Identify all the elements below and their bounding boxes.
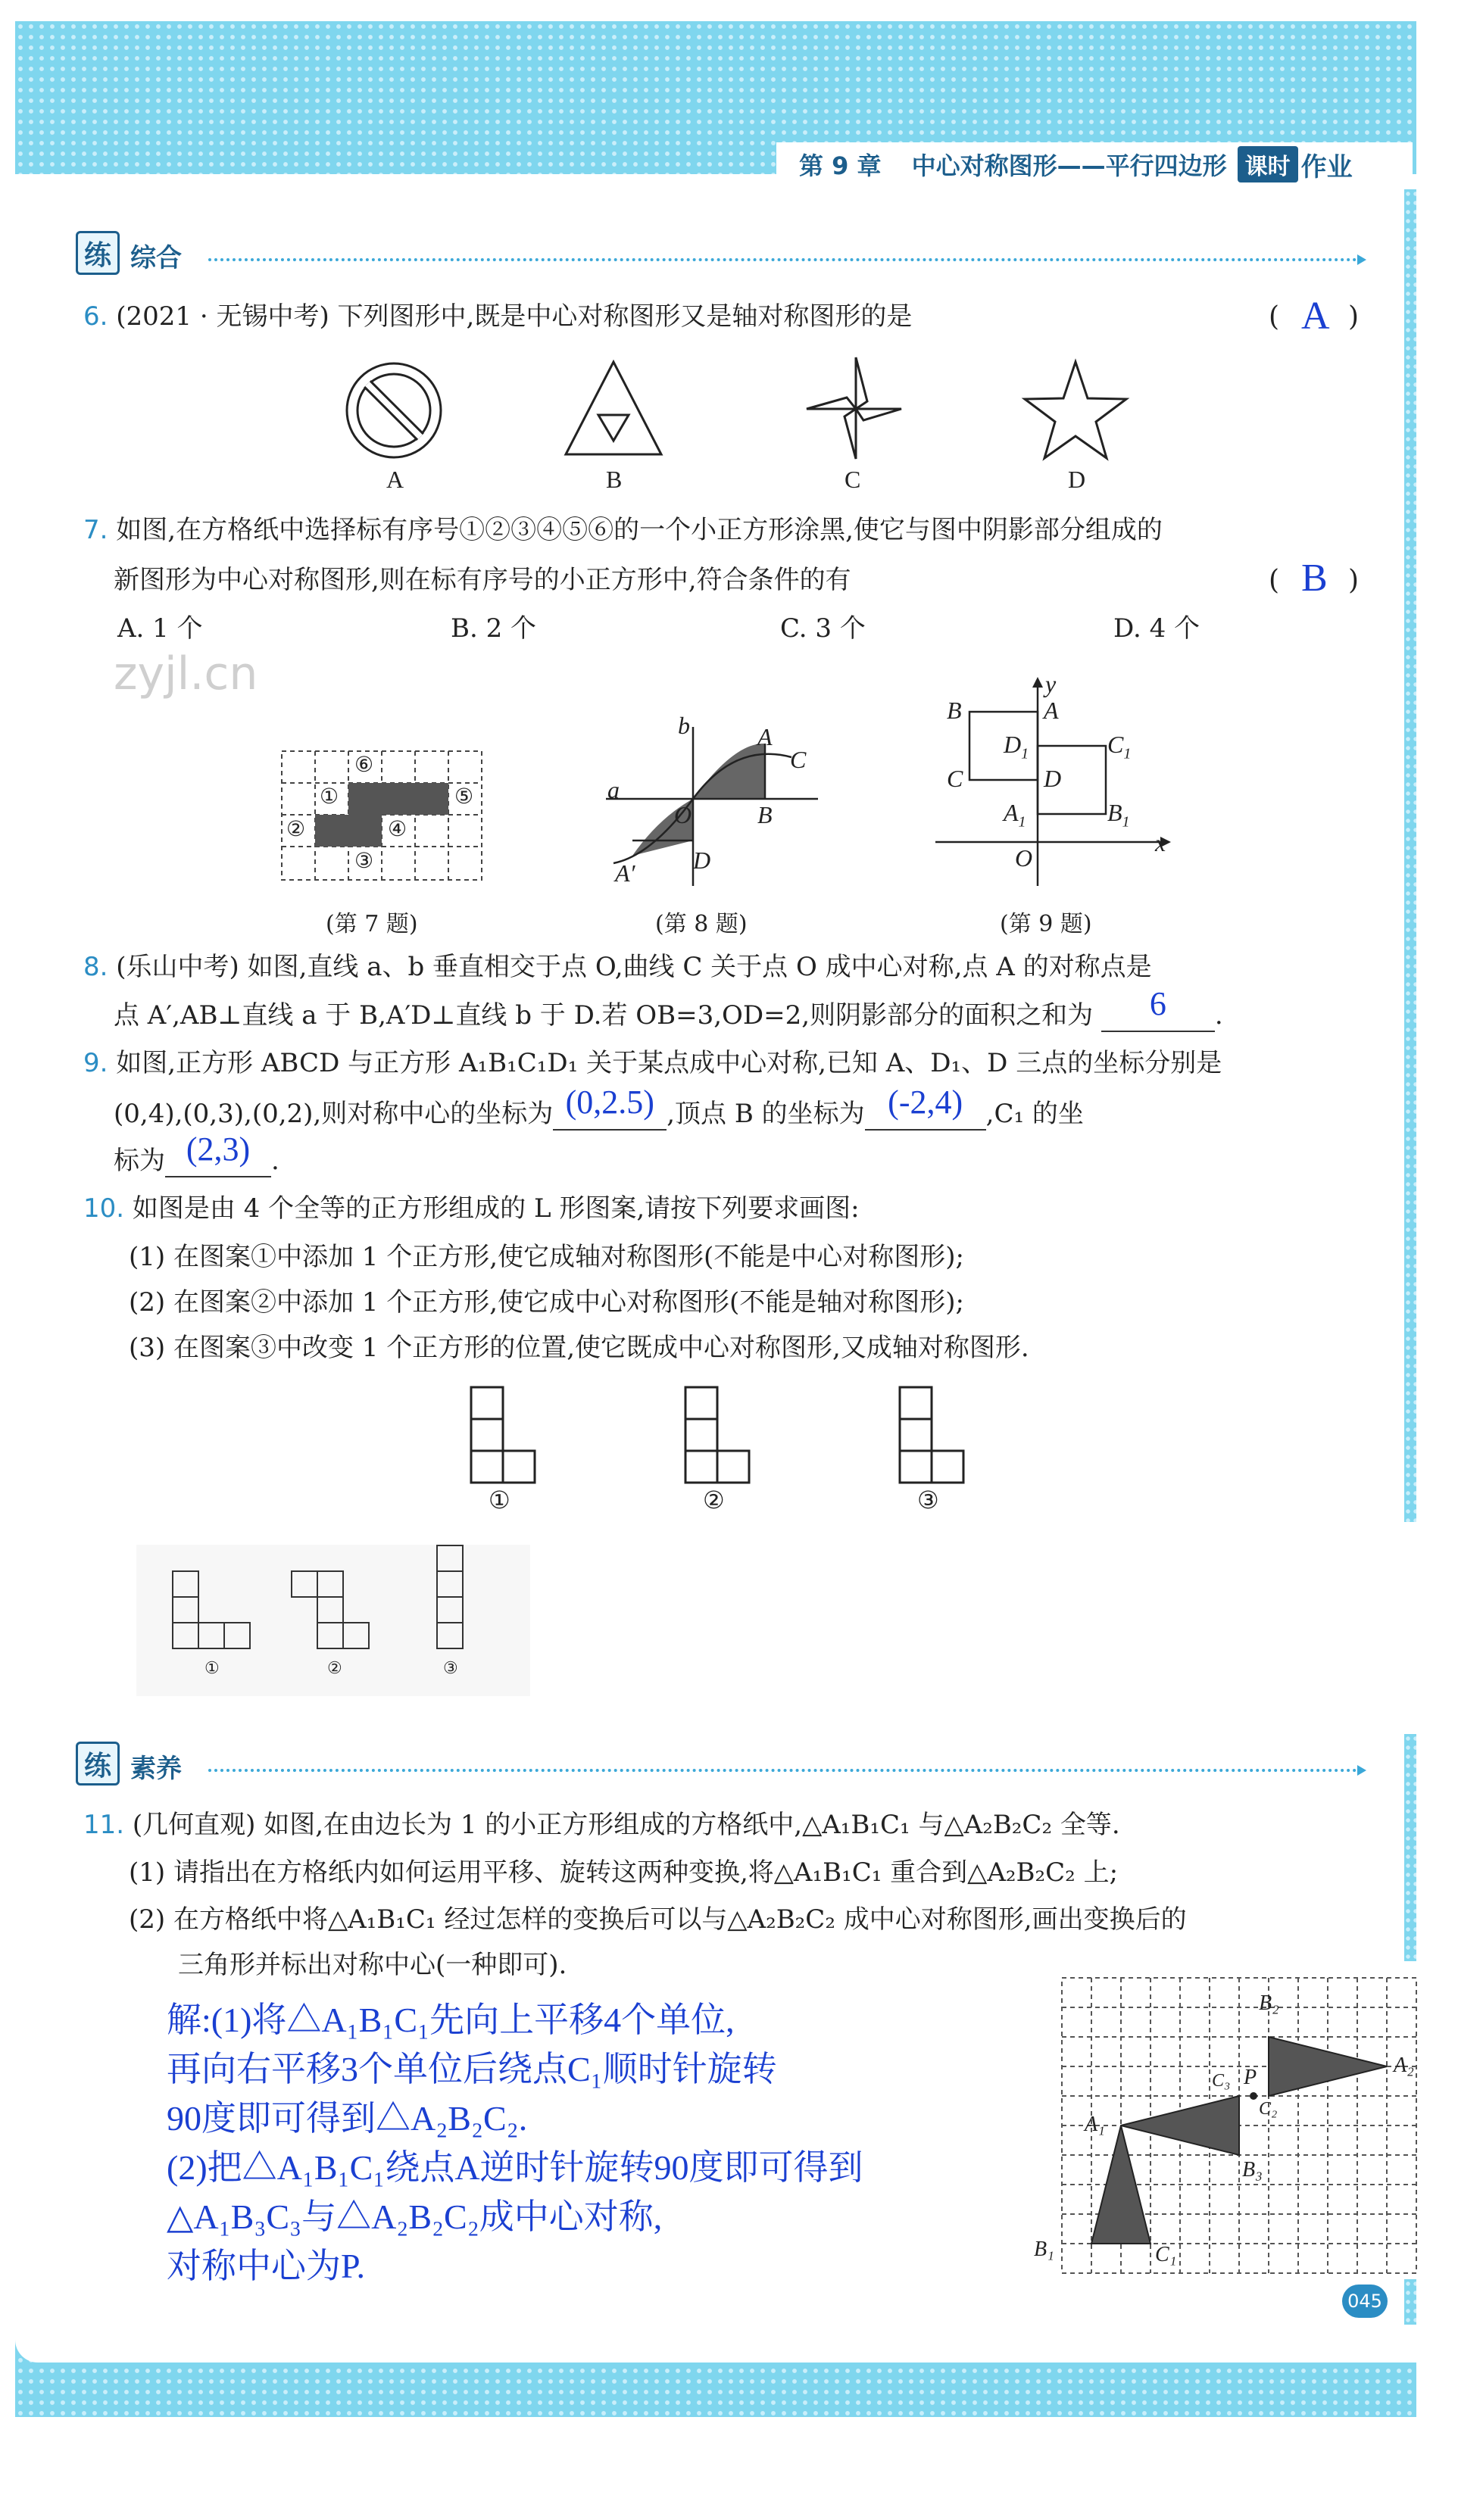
axis-label-y: y [1045, 670, 1057, 697]
solution-line: 解:(1)将△A₁B₁C₁先向上平移4个单位, [167, 2001, 735, 2039]
point-label-O: O [674, 801, 692, 828]
question-9-cont2: 标为 (2,3) . [114, 1131, 279, 1176]
choice-d: D. 4 个 [1113, 613, 1200, 644]
grid-label: ④ [388, 818, 407, 841]
figure-caption: (第 7 题) [326, 911, 418, 937]
solution-line: 再向右平移3个单位后绕点C₁顺时针旋转 [167, 2050, 777, 2088]
choice-c: C. 3 个 [780, 613, 866, 644]
option-label: C [845, 466, 861, 493]
question-text: 如图,正方形 ABCD 与正方形 A₁B₁C₁D₁ 关于某点成中心对称,已知 A、D₁、D 三点的坐标分别是 [116, 1048, 1222, 1078]
section-header-literacy [76, 1742, 1363, 1790]
grid-label: ① [320, 785, 339, 809]
grid-label: ⑤ [454, 785, 474, 809]
practice-badge-icon: 练 [76, 1742, 120, 1786]
answer-label: ① [204, 1658, 220, 1677]
option-label: A [386, 466, 404, 493]
question-8-cont: 点 A′,AB⊥直线 a 于 B,A′D⊥直线 b 于 D.若 OB=3,OD=2,则阴影部分的面积之和为 6 . [114, 985, 1223, 1031]
grid-label: ③ [354, 850, 374, 873]
pattern-label: ② [703, 1486, 725, 1514]
solution-line: 对称中心为P. [167, 2247, 365, 2285]
point-label-A1: $A_1$ [1004, 799, 1026, 831]
axis-label-b: b [678, 712, 690, 739]
question-text: 如图是由 4 个全等的正方形组成的 L 形图案,请按下列要求画图: [132, 1193, 860, 1224]
point-label: B₁ [1034, 2238, 1054, 2261]
point-label-A: A [757, 723, 773, 750]
answer-blank: 6 [1101, 998, 1215, 1032]
answer-label: ③ [443, 1658, 458, 1677]
triangle-a1b1c1 [1091, 2125, 1150, 2244]
point-label-C: C [790, 746, 807, 773]
question-number: 9. [83, 1048, 108, 1078]
question-number: 11. [83, 1810, 125, 1840]
axis-label-a: a [607, 776, 620, 803]
point-label: A₁ [1085, 2113, 1105, 2136]
point-label-A: A [1044, 697, 1059, 724]
watermark: zyjl.cn [114, 647, 258, 700]
point-label: A₂ [1394, 2054, 1414, 2077]
point-label-B: B [757, 801, 773, 828]
choice-a: A. 1 个 [117, 613, 203, 644]
grid-label: ② [286, 818, 306, 841]
choice-b: B. 2 个 [451, 613, 537, 644]
origin-label: O [1015, 844, 1033, 872]
question-11 [83, 1810, 1120, 1840]
solution-line: 90度即可得到△A₂B₂C₂. [167, 2099, 528, 2138]
answer-label: ② [327, 1658, 342, 1677]
question-10-part2: (2) 在图案②中添加 1 个正方形,使它成中心对称图形(不能是轴对称图形); [129, 1287, 965, 1318]
question-text: (2021 · 无锡中考) 下列图形中,既是中心对称图形又是轴对称图形的是 [116, 301, 913, 332]
pattern-label: ① [489, 1486, 510, 1514]
question-number: 6. [83, 301, 108, 332]
question-11-part1: (1) 请指出在方格纸内如何运用平移、旋转这两种变换,将△A₁B₁C₁ 重合到△A₂B₂C₂ 上; [129, 1857, 1119, 1888]
chapter-number: 第 9 章 [799, 151, 882, 180]
solution-line: △A₁B₃C₃与△A₂B₂C₂成中心对称, [167, 2197, 663, 2236]
question-number: 8. [83, 952, 108, 982]
answer-bracket: ( [1269, 301, 1280, 332]
question-10-part1: (1) 在图案①中添加 1 个正方形,使它成轴对称图形(不能是中心对称图形); [129, 1242, 965, 1272]
question-text: 新图形为中心对称图形,则在标有序号的小正方形中,符合条件的有 [114, 565, 851, 595]
dotted-arrow-divider [208, 1769, 1363, 1772]
question-text: (几何直观) 如图,在由边长为 1 的小正方形组成的方格纸中,△A₁B₁C₁ 与△A₂B₂C₂ 全等. [132, 1810, 1120, 1840]
point-label-D: D [1044, 765, 1062, 792]
grid-label: ⑥ [354, 753, 374, 777]
question-10-part3: (3) 在图案③中改变 1 个正方形的位置,使它既成中心对称图形,又成轴对称图形. [129, 1333, 1029, 1363]
section-title: 综合 [130, 243, 182, 273]
section-title: 素养 [130, 1754, 182, 1784]
center-point-p [1250, 2092, 1257, 2100]
page-number: 045 [1342, 2285, 1388, 2318]
answer-blank: (-2,4) [865, 1096, 986, 1131]
book-logo-part: 作业 [1300, 151, 1353, 182]
point-label-A-prime: A′ [615, 859, 635, 887]
point-label-C: C [947, 765, 963, 792]
answer-bracket: ) [1348, 565, 1360, 596]
point-label-C1: $C_1$ [1107, 731, 1132, 763]
practice-badge-icon: 练 [76, 231, 120, 275]
point-label: P [1244, 2066, 1257, 2089]
answer-bracket: ( [1269, 565, 1280, 596]
question-text: 如图,在方格纸中选择标有序号①②③④⑤⑥的一个小正方形涂黑,使它与图中阴影部分组成的 [116, 515, 1163, 545]
question-text: (乐山中考) 如图,直线 a、b 垂直相交于点 O,曲线 C 关于点 O 成中心对称,点 A 的对称点是 [116, 952, 1152, 982]
solution-line: (2)把△A₁B₁C₁绕点A逆时针旋转90度即可得到 [167, 2148, 863, 2187]
question-9-cont: (0,4),(0,3),(0,2),则对称中心的坐标为 (0,2.5) ,顶点 B 的坐标为 (-2,4) ,C₁ 的坐 [114, 1084, 1084, 1129]
question-number: 10. [83, 1193, 125, 1224]
pattern-label: ③ [917, 1486, 939, 1514]
point-label-D: D [693, 847, 711, 874]
point-label: C₁ [1155, 2243, 1177, 2266]
answer-blank: (2,3) [165, 1143, 271, 1177]
q11-grid-figure [1060, 1976, 1424, 2279]
point-label: B₃ [1242, 2158, 1263, 2182]
figure-caption: (第 9 题) [1000, 911, 1092, 937]
point-label: C₂ [1259, 2099, 1278, 2119]
point-label-B: B [947, 697, 962, 724]
point-label-B1: $B_1$ [1107, 799, 1130, 831]
point-label: B₂ [1259, 1991, 1279, 2015]
book-logo: 课时 [1238, 146, 1298, 182]
figure-caption: (第 8 题) [655, 911, 748, 937]
axis-label-x: x [1155, 829, 1166, 856]
handwritten-answer: A [1301, 295, 1330, 338]
option-label: D [1068, 466, 1086, 493]
chapter-title: 中心对称图形——平行四边形 [911, 151, 1227, 180]
question-11-part2-cont: 三角形并标出对称中心(一种即可). [178, 1950, 567, 1980]
question-number: 7. [83, 515, 108, 545]
question-text: 点 A′,AB⊥直线 a 于 B,A′D⊥直线 b 于 D.若 OB=3,OD=2,则阴影部分的面积之和为 [114, 1000, 1094, 1031]
answer-bracket: ) [1348, 301, 1360, 332]
question-11-part2: (2) 在方格纸中将△A₁B₁C₁ 经过怎样的变换后可以与△A₂B₂C₂ 成中心对称图形,画出变换后的 [129, 1904, 1187, 1935]
point-label: C₃ [1212, 2071, 1231, 2091]
answer-blank: (0,2.5) [553, 1096, 667, 1131]
option-label: B [606, 466, 623, 493]
handwritten-answer: B [1301, 557, 1328, 600]
point-label-D1: $D_1$ [1004, 731, 1029, 763]
